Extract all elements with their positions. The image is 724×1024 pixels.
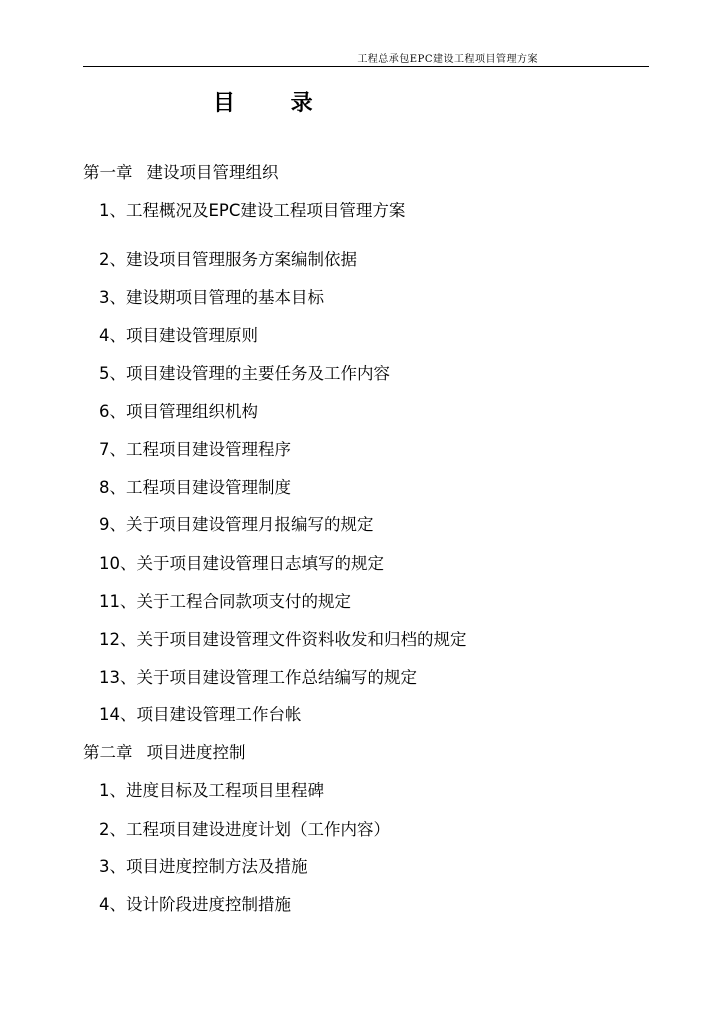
chapter-2-heading[interactable]	[83, 743, 246, 763]
toc-entry[interactable]: 1、工程概况及EPC建设工程项目管理方案	[99, 201, 406, 220]
toc-entry[interactable]: 8、工程项目建设管理制度	[99, 478, 291, 497]
toc-entry[interactable]: 13、关于项目建设管理工作总结编写的规定	[99, 668, 417, 687]
toc-entry[interactable]: 4、设计阶段进度控制措施	[99, 895, 291, 914]
toc-entry[interactable]: 7、工程项目建设管理程序	[99, 440, 291, 459]
toc-entry[interactable]: 6、项目管理组织机构	[99, 402, 258, 421]
toc-entry[interactable]: 3、建设期项目管理的基本目标	[99, 288, 324, 307]
toc-entry[interactable]: 10、关于项目建设管理日志填写的规定	[99, 554, 384, 573]
toc-title: 目 录	[213, 91, 337, 116]
toc-entry[interactable]: 5、项目建设管理的主要任务及工作内容	[99, 364, 390, 383]
chapter-1-heading[interactable]	[83, 163, 279, 183]
toc-entry[interactable]: 14、项目建设管理工作台帐	[99, 705, 302, 724]
toc-entry[interactable]: 1、进度目标及工程项目里程碑	[99, 781, 324, 800]
toc-entry[interactable]: 2、建设项目管理服务方案编制依据	[99, 250, 357, 269]
chapter-number: 第二章	[83, 743, 133, 762]
running-header: 工程总承包EPC建设工程项目管理方案	[357, 54, 538, 65]
chapter-title: 项目进度控制	[146, 743, 246, 762]
toc-entry[interactable]: 11、关于工程合同款项支付的规定	[99, 592, 351, 611]
toc-entry[interactable]: 2、工程项目建设进度计划（工作内容）	[99, 820, 390, 839]
chapter-title: 建设项目管理组织	[146, 163, 279, 182]
toc-entry[interactable]: 3、项目进度控制方法及措施	[99, 857, 308, 876]
toc-entry[interactable]: 4、项目建设管理原则	[99, 326, 258, 345]
toc-entry[interactable]: 12、关于项目建设管理文件资料收发和归档的规定	[99, 630, 467, 649]
toc-entry[interactable]: 9、关于项目建设管理月报编写的规定	[99, 515, 374, 534]
chapter-number: 第一章	[83, 163, 133, 182]
header-divider	[83, 66, 649, 67]
